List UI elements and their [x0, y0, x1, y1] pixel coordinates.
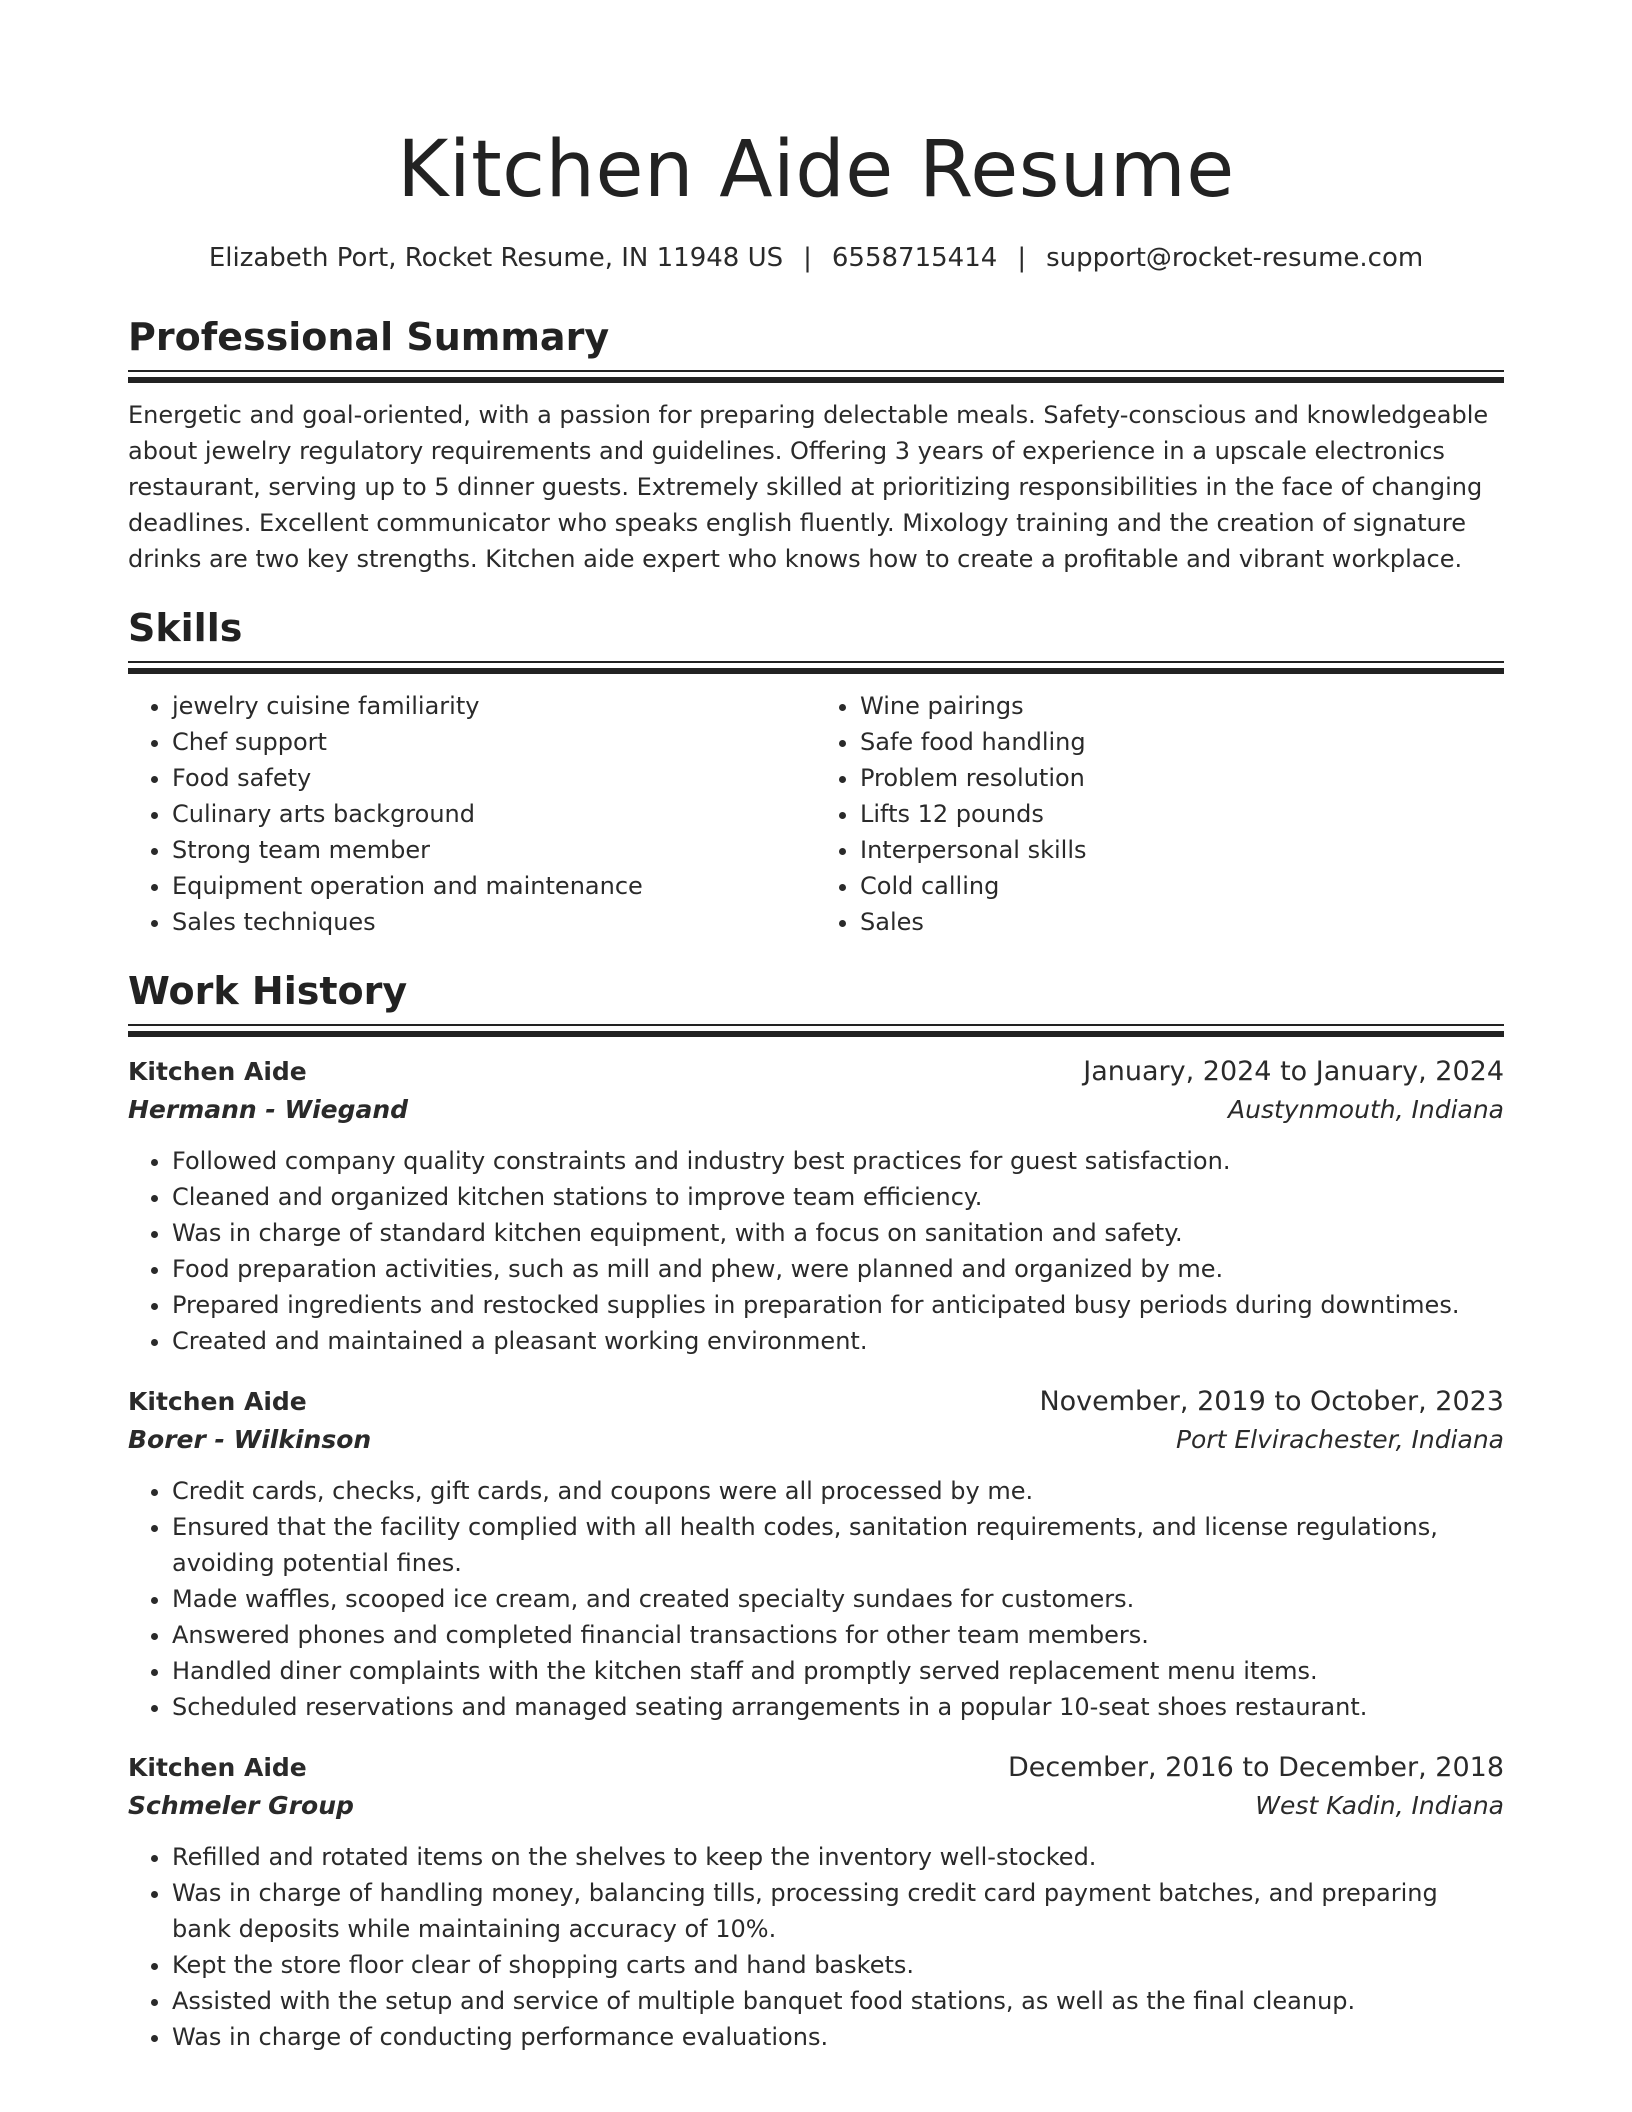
job-entry	[128, 1053, 1504, 1359]
job-subheader-row	[128, 1787, 1504, 1825]
resume-page	[128, 120, 1504, 2055]
skill-item: • Cold calling	[860, 868, 1504, 904]
job-bullet: • Made waffles, scooped ice cream, and created specialty sundaes for customers.	[172, 1581, 1504, 1617]
resume-title: Kitchen Aide Resume	[397, 125, 1235, 215]
job-bullet: • Cleaned and organized kitchen stations to improve team efficiency.	[172, 1179, 1504, 1215]
section-divider	[128, 661, 1504, 674]
skill-item: • Sales techniques	[172, 904, 816, 940]
contact-address: Elizabeth Port, Rocket Resume, IN 11948 US	[208, 243, 784, 273]
skill-item: • Interpersonal skills	[860, 832, 1504, 868]
job-bullet: • Was in charge of handling money, balancing tills, processing credit card payment batches, and preparing bank deposits while maintaining accuracy of 10%.	[172, 1875, 1504, 1947]
job-bullet: • Assisted with the setup and service of multiple banquet food stations, as well as the final cleanup.	[172, 1983, 1504, 2019]
skill-item: • Lifts 12 pounds	[860, 796, 1504, 832]
job-bullet: • Was in charge of standard kitchen equipment, with a focus on sanitation and safety.	[172, 1215, 1504, 1251]
job-bullets	[128, 1473, 1504, 1725]
job-entry	[128, 1749, 1504, 2055]
job-subheader-row	[128, 1091, 1504, 1129]
skill-item: • Culinary arts background	[172, 796, 816, 832]
job-location: Port Elvirachester, Indiana	[1175, 1425, 1504, 1454]
skills-section	[128, 603, 1504, 940]
contact-separator: |	[803, 243, 812, 273]
job-bullet: • Handled diner complaints with the kitchen staff and promptly served replacement menu items.	[172, 1653, 1504, 1689]
job-company: Hermann - Wiegand	[128, 1095, 409, 1124]
job-bullet: • Food preparation activities, such as mill and phew, were planned and organized by me.	[172, 1251, 1504, 1287]
job-dates: November, 2019 to October, 2023	[1039, 1386, 1504, 1417]
skill-item: • Wine pairings	[860, 688, 1504, 724]
job-entry	[128, 1383, 1504, 1725]
skills-columns	[128, 688, 1504, 940]
skill-item: • Food safety	[172, 760, 816, 796]
skill-item: • Chef support	[172, 724, 816, 760]
skill-item: • Problem resolution	[860, 760, 1504, 796]
job-bullet: • Refilled and rotated items on the shelves to keep the inventory well-stocked.	[172, 1839, 1504, 1875]
section-divider	[128, 1024, 1504, 1037]
job-header-row	[128, 1383, 1504, 1421]
job-company: Schmeler Group	[128, 1791, 354, 1820]
skill-item: • Sales	[860, 904, 1504, 940]
work-history-section	[128, 966, 1504, 2055]
summary-text: Energetic and goal-oriented, with a passion for preparing delectable meals. Safety-conscious and knowledgeable about jewelry regulatory requirements and guidelines. Offering 3 years of experience in a upscale electronics restaurant, serving up to 5 dinner guests. Extremely skilled at prioritizing responsibilities in the face of changing deadlines. Excellent communicator who speaks english fluently. Mixology training and the creation of signature drinks are two key strengths. Kitchen aide expert who knows how to create a profitable and vibrant workplace.	[128, 401, 1489, 573]
job-title: Kitchen Aide	[128, 1753, 307, 1782]
job-company: Borer - Wilkinson	[128, 1425, 372, 1454]
job-bullet: • Followed company quality constraints and industry best practices for guest satisfaction.	[172, 1143, 1504, 1179]
contact-email: support@rocket-resume.com	[1046, 243, 1424, 273]
skills-left-list	[128, 688, 816, 940]
skill-item: • Equipment operation and maintenance	[172, 868, 816, 904]
contact-line	[128, 240, 1504, 276]
job-title: Kitchen Aide	[128, 1387, 307, 1416]
contact-separator: |	[1017, 243, 1027, 273]
skill-item: • Strong team member	[172, 832, 816, 868]
job-bullet: • Credit cards, checks, gift cards, and coupons were all processed by me.	[172, 1473, 1504, 1509]
summary-section	[128, 312, 1504, 577]
skills-right-list	[816, 688, 1504, 940]
job-dates: January, 2024 to January, 2024	[1083, 1056, 1504, 1087]
work-history-heading: Work History	[128, 969, 408, 1013]
job-header-row	[128, 1053, 1504, 1091]
contact-phone: 6558715414	[831, 243, 998, 273]
job-bullet: • Kept the store floor clear of shopping carts and hand baskets.	[172, 1947, 1504, 1983]
job-bullets	[128, 1839, 1504, 2055]
skills-heading: Skills	[128, 606, 243, 650]
job-bullet: • Ensured that the facility complied with all health codes, sanitation requirements, and license regulations, avoiding potential fines.	[172, 1509, 1504, 1581]
summary-heading: Professional Summary	[128, 315, 610, 359]
job-bullet: • Answered phones and completed financial transactions for other team members.	[172, 1617, 1504, 1653]
job-header-row	[128, 1749, 1504, 1787]
job-location: West Kadin, Indiana	[1255, 1791, 1504, 1820]
job-dates: December, 2016 to December, 2018	[1007, 1752, 1504, 1783]
job-bullets	[128, 1143, 1504, 1359]
job-bullet: • Created and maintained a pleasant working environment.	[172, 1323, 1504, 1359]
skill-item: • jewelry cuisine familiarity	[172, 688, 816, 724]
section-divider	[128, 370, 1504, 383]
job-location: Austynmouth, Indiana	[1228, 1095, 1504, 1124]
skill-item: • Safe food handling	[860, 724, 1504, 760]
job-bullet: • Scheduled reservations and managed seating arrangements in a popular 10-seat shoes restaurant.	[172, 1689, 1504, 1725]
job-bullet: • Was in charge of conducting performance evaluations.	[172, 2019, 1504, 2055]
job-bullet: • Prepared ingredients and restocked supplies in preparation for anticipated busy periods during downtimes.	[172, 1287, 1504, 1323]
job-subheader-row	[128, 1421, 1504, 1459]
job-title: Kitchen Aide	[128, 1057, 307, 1086]
